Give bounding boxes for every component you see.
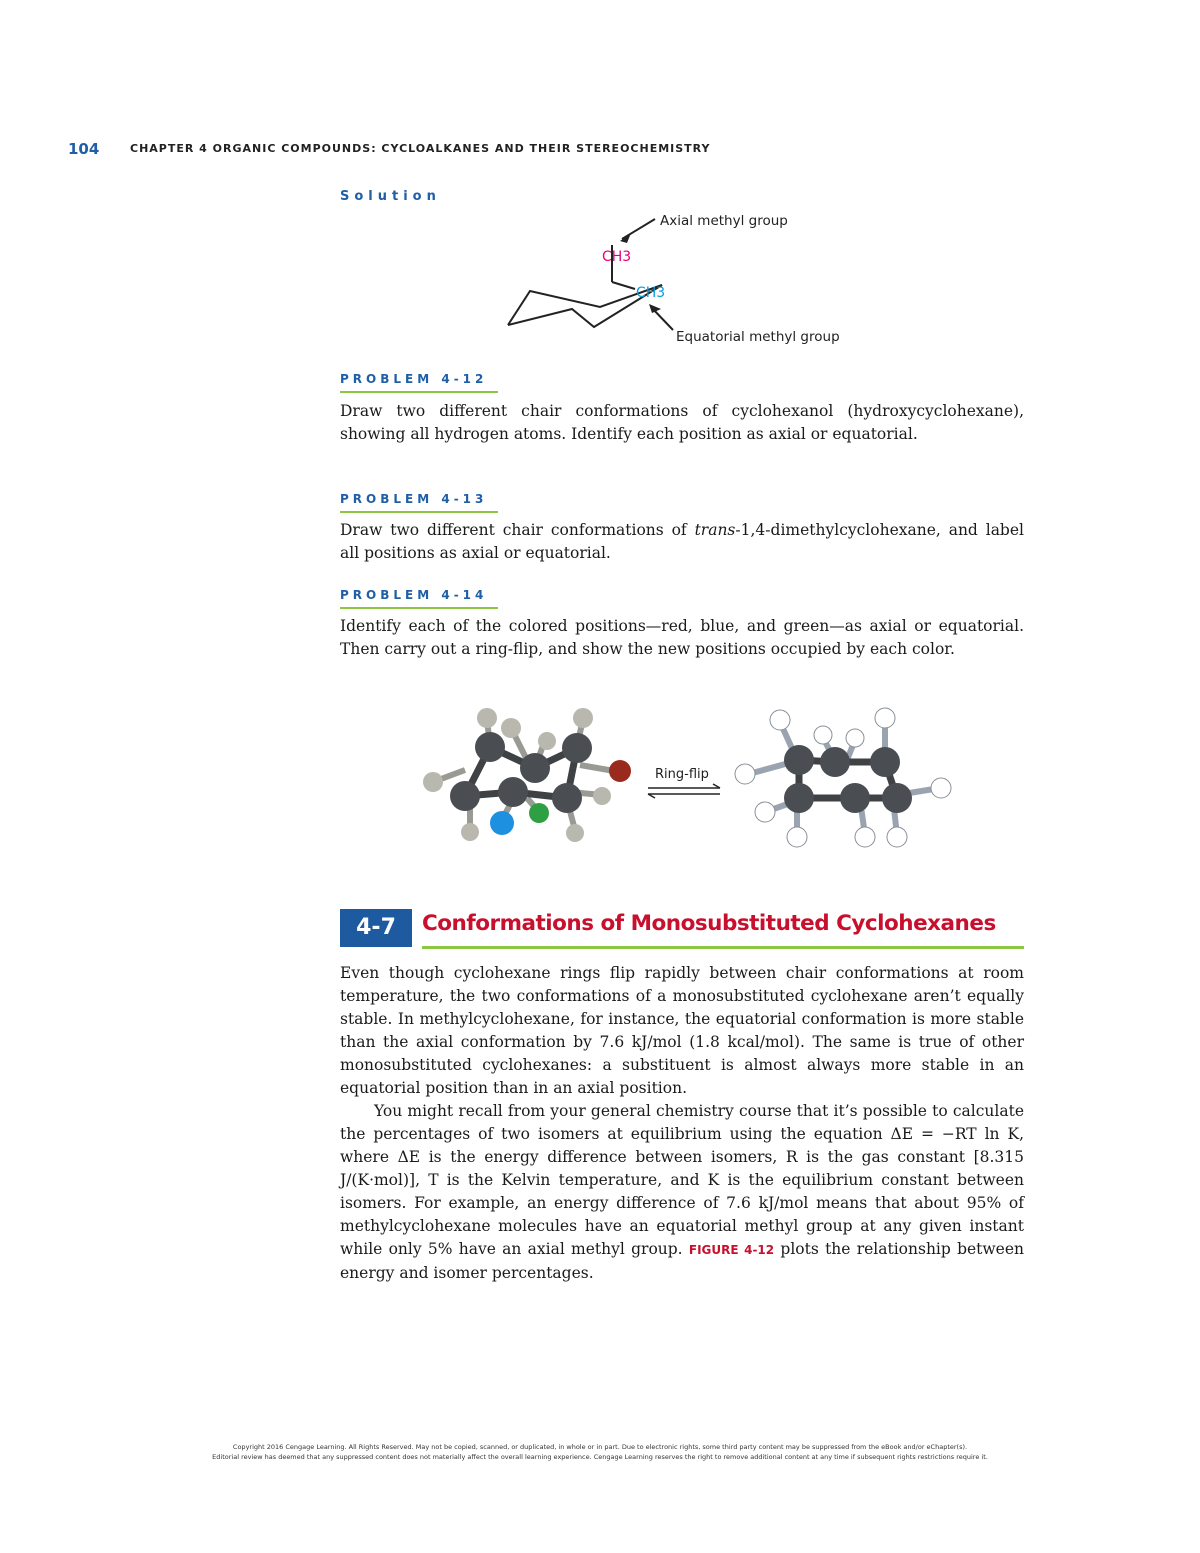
methylcyclohexane-chair-diagram (500, 205, 880, 355)
section-header (340, 905, 1024, 951)
equilibrium-arrows (648, 784, 720, 798)
equatorial-methyl-label: Equatorial methyl group (676, 329, 840, 345)
paragraph-2-text-a: You might recall from your general chemistry course that it’s possible to calculate the percentages of two isomers at equilibrium using the equation ΔE = −RT ln K, where ΔE is the energy difference between isomers, R is the gas constant [8.315 J/(K·mol)], T is the Kelvin temperature, and K is the equilibrium constant between isomers. For example, an energy difference of 7.6 kJ/mol means that about 95% of methylcyclohexane molecules have an equatorial methyl group at any given instant while only 5% have an axial methyl group. (340, 1102, 1024, 1258)
problem-4-14-body: Identify each of the colored positions—red, blue, and green—as axial or equatorial. Then carry out a ring-flip, and show the new positions occupied by each color. (340, 617, 1024, 658)
running-head (68, 140, 1068, 164)
blue-substituent-atom (490, 811, 514, 835)
problem-4-13-rule (340, 511, 498, 513)
ring-flip-ball-and-stick-figure (415, 700, 975, 850)
problem-4-13-text-b: -1,4-dimethylcyclohexane, and label all positions as axial or equatorial. (340, 521, 1024, 562)
figure-4-12-reference[interactable]: FIGURE 4-12 (688, 1243, 775, 1257)
problem-4-14-rule (340, 607, 498, 609)
problem-4-12-rule (340, 391, 498, 393)
green-substituent-atom (529, 803, 549, 823)
section-rule (422, 946, 1024, 949)
copyright-footer (120, 1442, 1080, 1462)
ch3-equatorial-label: CH3 (636, 285, 666, 301)
chapter-title: CHAPTER 4 ORGANIC COMPOUNDS: CYCLOALKANES AND THEIR STEREOCHEMISTRY (130, 142, 711, 155)
section-title: Conformations of Monosubstituted Cyclohexanes (422, 911, 996, 936)
section-paragraph-1: Even though cyclohexane rings flip rapidly between chair conformations at room temperature, the two conformations of a monosubstituted cyclohexane aren’t equally stable. In methylcyclohexane, for instance, the equatorial conformation is more stable than the axial conformation by 7.6 kJ/mol (1.8 kcal/mol). The same is true of other monosubstituted cyclohexanes: a substituent is almost always more stable in an equatorial position than in an axial position. (340, 964, 1024, 1097)
axial-methyl-label: Axial methyl group (660, 213, 788, 229)
solution-heading: Solution (340, 189, 441, 204)
problem-4-14-heading: PROBLEM 4-14 (340, 588, 488, 602)
copyright-line-2: Editorial review has deemed that any suppressed content does not materially affect the overall learning experience. Cengage Learning reserves the right to remove additional content at any time if subsequent rights restrictions require it. (212, 1453, 988, 1461)
problem-4-12-body: Draw two different chair conformations of cyclohexanol (hydroxycyclohexane), showing all hydrogen atoms. Identify each position as axial or equatorial. (340, 402, 1024, 443)
page-number: 104 (68, 140, 100, 158)
copyright-line-1: Copyright 2016 Cengage Learning. All Rights Reserved. May not be copied, scanned, or duplicated, in whole or in part. Due to electronic rights, some third party content may be suppressed from the eBook and/or eChapter(s). (232, 1443, 968, 1451)
section-paragraph-2 (340, 1100, 1024, 1285)
red-substituent-atom (609, 760, 631, 782)
problem-4-13-heading: PROBLEM 4-13 (340, 492, 488, 506)
section-body (340, 962, 1024, 1285)
problem-4-14-text (340, 615, 1024, 661)
problem-4-12-text (340, 400, 1024, 446)
equatorial-arrow-head (649, 304, 661, 313)
problem-4-13-text-a: Draw two different chair conformations of (340, 521, 695, 539)
right-model (745, 720, 940, 835)
axial-arrow-head (620, 233, 631, 243)
trans-prefix: trans (694, 521, 736, 539)
right-model-atoms (735, 708, 951, 847)
problem-4-13-text (340, 519, 1024, 565)
problem-4-12-heading: PROBLEM 4-12 (340, 372, 488, 386)
equatorial-bond (612, 282, 635, 289)
section-number: 4-7 (340, 909, 412, 947)
problem-4-13-body (340, 519, 1024, 565)
paragraph-2-text-b: plots the relationship between energy and isomer percentages. (340, 1240, 1024, 1282)
ring-flip-label: Ring-flip (655, 767, 709, 782)
ch3-axial-label: CH3 (602, 249, 632, 265)
